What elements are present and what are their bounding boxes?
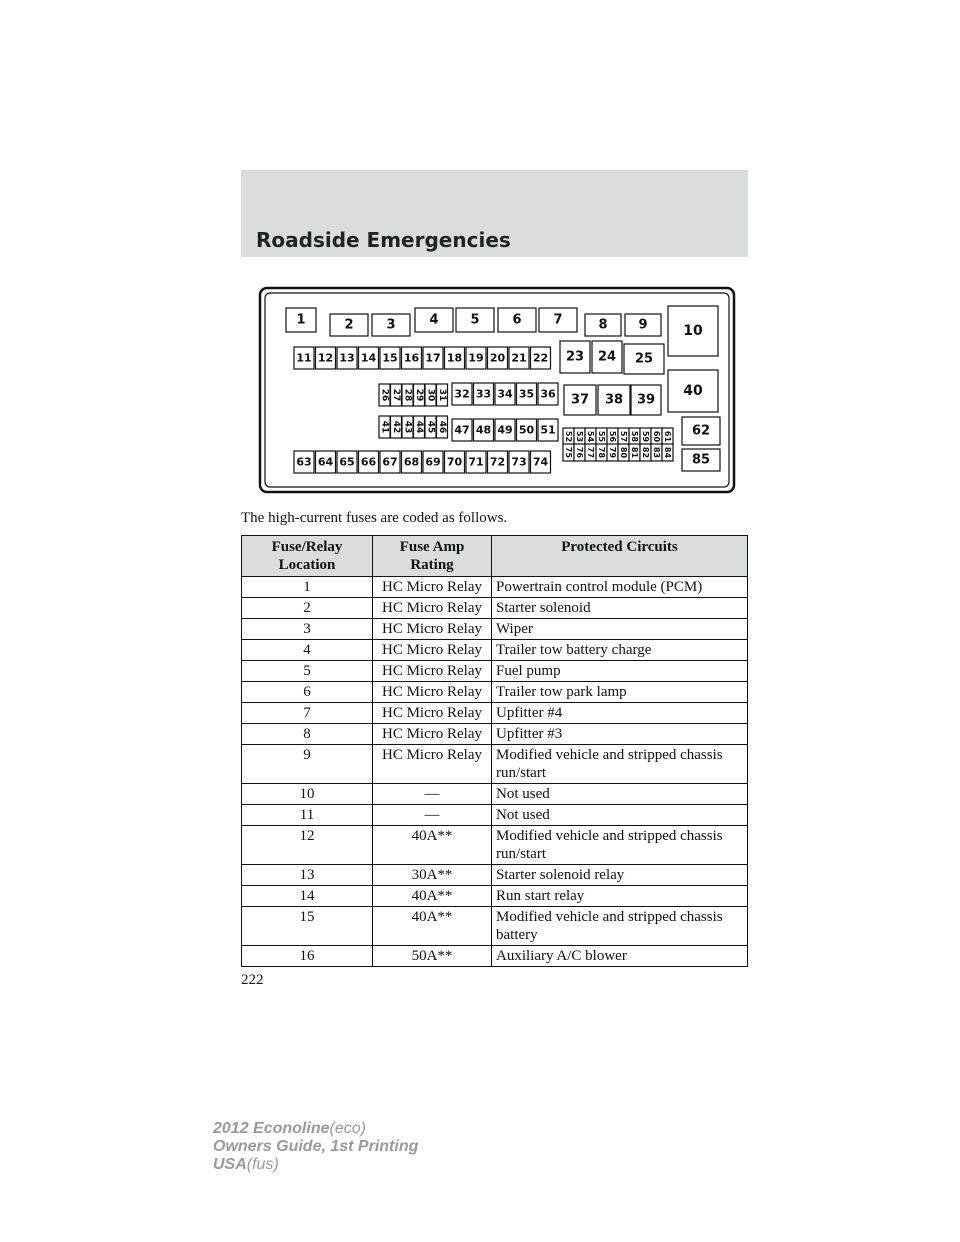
fuse-label: 49	[497, 423, 513, 437]
fuse-label: 43	[402, 420, 413, 434]
header-rating: Fuse Amp Rating	[373, 536, 492, 577]
fuse-slot	[598, 385, 630, 415]
cell-circuits: Modified vehicle and stripped chassis battery	[492, 907, 748, 946]
fuse-label: 22	[532, 351, 549, 365]
fuse-label: 85	[691, 452, 711, 468]
fuse-label: 45	[425, 420, 436, 434]
fuse-slot	[294, 347, 314, 369]
fuse-label: 2	[344, 317, 354, 333]
fuse-slot	[316, 451, 336, 473]
fuse-label: 76	[575, 446, 584, 459]
table-row	[242, 682, 748, 703]
fuse-label: 18	[446, 351, 463, 365]
cell-circuits: Fuel pump	[492, 661, 748, 682]
cell-rating: HC Micro Relay	[373, 703, 492, 724]
fuse-slot	[456, 308, 494, 332]
cell-circuits: Trailer tow park lamp	[492, 682, 748, 703]
fuse-slot	[662, 444, 673, 461]
fuse-label: 68	[403, 455, 420, 469]
fuse-slot	[607, 428, 618, 445]
footer-model: 2012 Econoline	[213, 1120, 330, 1137]
fuse-slot	[359, 451, 379, 473]
fuse-label: 63	[296, 455, 312, 469]
table-row	[242, 724, 748, 745]
fuse-slot	[640, 444, 651, 461]
fuse-slot	[452, 383, 472, 405]
cell-rating: 40A**	[373, 886, 492, 907]
fuse-slot	[423, 451, 443, 473]
table-row	[242, 703, 748, 724]
fuse-slot	[574, 444, 585, 461]
fuse-table	[241, 535, 748, 967]
caption: The high-current fuses are coded as follows.	[241, 510, 508, 526]
fuse-label: 50	[518, 423, 535, 437]
fuse-slot	[618, 444, 629, 461]
fuse-slot	[466, 451, 486, 473]
fuse-label: 24	[597, 349, 617, 365]
fuse-label: 12	[317, 351, 334, 365]
fuse-label: 10	[683, 323, 703, 339]
fuse-label: 42	[391, 420, 401, 434]
fuse-slot	[488, 451, 508, 473]
fuse-label: 47	[454, 423, 470, 437]
table-row	[242, 784, 748, 805]
fuse-label: 37	[570, 392, 590, 408]
cell-rating: HC Micro Relay	[373, 577, 492, 598]
cell-rating: HC Micro Relay	[373, 661, 492, 682]
cell-location: 11	[242, 805, 373, 826]
fuse-slot	[625, 314, 661, 336]
fuse-slot	[445, 347, 465, 369]
fuse-slot	[294, 451, 314, 473]
table-row	[242, 865, 748, 886]
fuse-label: 1	[296, 312, 306, 328]
fuse-slot	[631, 385, 661, 415]
cell-location: 1	[242, 577, 373, 598]
cell-circuits: Modified vehicle and stripped chassis run/start	[492, 745, 748, 784]
fuse-slot	[415, 308, 453, 332]
fuse-slot	[474, 419, 494, 441]
fuse-slot	[682, 417, 720, 445]
cell-circuits: Powertrain control module (PCM)	[492, 577, 748, 598]
fuse-label: 62	[691, 423, 711, 439]
fuse-label: 53	[575, 430, 584, 443]
cell-rating: HC Micro Relay	[373, 640, 492, 661]
fuse-slot	[564, 385, 596, 415]
fuse-slot	[391, 384, 402, 406]
cell-location: 2	[242, 598, 373, 619]
fuse-slot	[330, 314, 368, 336]
fuse-slot	[437, 384, 448, 406]
cell-location: 16	[242, 946, 373, 967]
fuse-label: 78	[597, 446, 606, 459]
cell-location: 8	[242, 724, 373, 745]
table-row	[242, 661, 748, 682]
fuse-slot	[379, 384, 390, 406]
fuse-label: 59	[641, 430, 650, 443]
fuse-label: 11	[296, 351, 312, 365]
fuse-slot	[380, 347, 400, 369]
footer-guide: Owners Guide, 1st Printing	[213, 1138, 419, 1155]
fuse-slot	[574, 428, 585, 445]
fuse-slot	[596, 444, 607, 461]
fuse-slot	[425, 384, 436, 406]
fuse-label: 66	[360, 455, 377, 469]
fuse-label: 33	[475, 387, 492, 401]
fuse-label: 7	[553, 312, 563, 328]
fuse-label: 73	[511, 455, 527, 469]
fuse-label: 26	[379, 388, 390, 402]
cell-circuits: Auxiliary A/C blower	[492, 946, 748, 967]
cell-location: 6	[242, 682, 373, 703]
fuse-label: 38	[604, 392, 624, 408]
fuse-label: 75	[564, 446, 573, 459]
fuse-slot	[618, 428, 629, 445]
cell-circuits: Trailer tow battery charge	[492, 640, 748, 661]
fuse-label: 16	[403, 351, 420, 365]
table-row	[242, 619, 748, 640]
fuse-slot	[445, 451, 465, 473]
fuse-slot	[372, 314, 410, 336]
fuse-label: 14	[360, 351, 377, 365]
fuse-label: 65	[339, 455, 355, 469]
fuse-slot	[423, 347, 443, 369]
fuse-label: 69	[425, 455, 441, 469]
fuse-slot	[563, 428, 574, 445]
fuse-slot	[380, 451, 400, 473]
fuse-label: 27	[391, 388, 401, 402]
fuse-slot	[624, 344, 664, 374]
fuse-label: 48	[475, 423, 492, 437]
fuse-slot	[402, 451, 422, 473]
fuse-label: 17	[425, 351, 441, 365]
cell-circuits: Starter solenoid relay	[492, 865, 748, 886]
fuse-label: 21	[511, 351, 527, 365]
fuse-slot	[629, 444, 640, 461]
cell-rating: —	[373, 784, 492, 805]
fuse-label: 39	[636, 392, 656, 408]
fuse-label: 31	[437, 388, 447, 402]
cell-location: 10	[242, 784, 373, 805]
fuse-label: 58	[630, 430, 639, 443]
cell-rating: 40A**	[373, 907, 492, 946]
fuse-slot	[607, 444, 618, 461]
fuse-slot	[286, 308, 316, 332]
table-row	[242, 907, 748, 946]
fuse-label: 72	[489, 455, 506, 469]
fuse-slot	[596, 428, 607, 445]
cell-location: 3	[242, 619, 373, 640]
fuse-label: 64	[317, 455, 334, 469]
fuse-label: 29	[414, 388, 424, 402]
cell-rating: 40A**	[373, 826, 492, 865]
fuse-slot	[488, 347, 508, 369]
cell-rating: HC Micro Relay	[373, 724, 492, 745]
fuse-label: 79	[608, 446, 617, 459]
fuse-slot	[668, 306, 718, 356]
table-row	[242, 598, 748, 619]
cell-rating: HC Micro Relay	[373, 745, 492, 784]
fuse-label: 55	[597, 430, 606, 443]
fuse-label: 6	[512, 312, 522, 328]
fuse-label: 74	[532, 455, 549, 469]
fuse-slot	[668, 370, 718, 412]
fuse-slot	[509, 347, 529, 369]
table-row	[242, 946, 748, 967]
fuse-slot	[539, 308, 577, 332]
footer	[213, 1120, 418, 1174]
fuse-slot	[592, 341, 622, 373]
fuse-slot	[495, 383, 515, 405]
fuse-label: 83	[652, 446, 661, 459]
table-row	[242, 640, 748, 661]
fuse-slot	[452, 419, 472, 441]
fuse-slot	[391, 416, 402, 438]
fuse-label: 51	[540, 423, 556, 437]
cell-rating: HC Micro Relay	[373, 619, 492, 640]
fuse-label: 52	[564, 430, 573, 443]
cell-circuits: Not used	[492, 805, 748, 826]
fuse-label: 23	[565, 349, 585, 365]
fuse-slot	[495, 419, 515, 441]
fuse-label: 46	[437, 420, 447, 434]
header-circuits: Protected Circuits	[492, 536, 748, 577]
fuse-slot	[560, 341, 590, 373]
fuse-label: 30	[425, 388, 436, 402]
fuse-slot	[651, 444, 662, 461]
fuse-label: 60	[652, 430, 661, 443]
fuse-slot	[538, 383, 558, 405]
fuse-label: 28	[402, 388, 413, 402]
fuse-slot	[585, 314, 621, 336]
table-row	[242, 745, 748, 784]
cell-circuits: Run start relay	[492, 886, 748, 907]
fuse-slot	[629, 428, 640, 445]
fuse-slot	[402, 416, 413, 438]
fuse-slot	[517, 419, 537, 441]
footer-region-code: (fus)	[246, 1156, 279, 1173]
fuse-label: 5	[470, 312, 480, 328]
fuse-label: 34	[497, 387, 513, 401]
fuse-label: 77	[586, 446, 595, 459]
fuse-label: 20	[489, 351, 506, 365]
cell-rating: 50A**	[373, 946, 492, 967]
cell-location: 9	[242, 745, 373, 784]
fuse-slot	[379, 416, 390, 438]
fuse-label: 32	[454, 387, 470, 401]
fuse-slot	[640, 428, 651, 445]
fuse-label: 13	[339, 351, 355, 365]
fuse-slot	[538, 419, 558, 441]
fuse-label: 81	[630, 446, 639, 459]
fuse-slot	[651, 428, 662, 445]
cell-rating: HC Micro Relay	[373, 598, 492, 619]
cell-location: 15	[242, 907, 373, 946]
fuse-slot	[437, 416, 448, 438]
fuse-label: 67	[382, 455, 398, 469]
cell-circuits: Upfitter #3	[492, 724, 748, 745]
table-row	[242, 577, 748, 598]
fuse-slot	[425, 416, 436, 438]
section-header	[241, 170, 748, 257]
header-location: Fuse/Relay Location	[242, 536, 373, 577]
cell-rating: 30A**	[373, 865, 492, 886]
footer-model-code: (eco)	[329, 1120, 366, 1137]
table-row	[242, 826, 748, 865]
fuse-slot	[466, 347, 486, 369]
fuse-label: 70	[446, 455, 463, 469]
fuse-label: 8	[598, 317, 608, 333]
fuse-label: 19	[468, 351, 484, 365]
fuse-slot	[498, 308, 536, 332]
fuse-slot	[474, 383, 494, 405]
fuse-slot	[585, 428, 596, 445]
fuse-slot	[531, 451, 551, 473]
fuse-label: 57	[619, 430, 628, 443]
fuse-label: 56	[608, 430, 617, 443]
cell-circuits: Not used	[492, 784, 748, 805]
fuse-slot	[662, 428, 673, 445]
fuse-slot	[563, 444, 574, 461]
fuse-label: 54	[586, 430, 595, 443]
fuse-label: 40	[683, 383, 703, 399]
table-header-row	[242, 536, 748, 577]
fuse-box-diagram	[258, 286, 736, 494]
cell-location: 4	[242, 640, 373, 661]
fuse-slot	[402, 347, 422, 369]
cell-rating: HC Micro Relay	[373, 682, 492, 703]
fuse-slot	[509, 451, 529, 473]
fuse-slot	[402, 384, 413, 406]
fuse-label: 35	[518, 387, 535, 401]
cell-circuits: Modified vehicle and stripped chassis run/start	[492, 826, 748, 865]
cell-location: 7	[242, 703, 373, 724]
footer-region: USA	[213, 1156, 247, 1173]
fuse-label: 3	[386, 317, 396, 333]
fuse-slot	[682, 449, 720, 471]
fuse-label: 61	[663, 430, 672, 443]
page-number: 222	[241, 972, 264, 988]
fuse-layer	[286, 306, 720, 473]
fuse-label: 9	[638, 317, 648, 333]
cell-circuits: Wiper	[492, 619, 748, 640]
cell-circuits: Starter solenoid	[492, 598, 748, 619]
fuse-label: 82	[641, 446, 650, 459]
cell-location: 12	[242, 826, 373, 865]
fuse-slot	[359, 347, 379, 369]
fuse-slot	[414, 416, 425, 438]
cell-location: 14	[242, 886, 373, 907]
fuse-label: 25	[634, 351, 654, 367]
fuse-slot	[517, 383, 537, 405]
fuse-label: 80	[619, 446, 628, 459]
table-row	[242, 805, 748, 826]
fuse-label: 4	[429, 312, 439, 328]
fuse-slot	[316, 347, 336, 369]
fuse-label: 84	[663, 446, 672, 459]
fuse-slot	[337, 347, 357, 369]
fuse-slot	[414, 384, 425, 406]
fuse-label: 15	[382, 351, 398, 365]
cell-location: 5	[242, 661, 373, 682]
table-row	[242, 886, 748, 907]
fuse-label: 71	[468, 455, 484, 469]
fuse-slot	[585, 444, 596, 461]
fuse-label: 41	[379, 420, 390, 434]
fuse-label: 44	[414, 420, 424, 434]
cell-circuits: Upfitter #4	[492, 703, 748, 724]
fuse-slot	[337, 451, 357, 473]
section-title: Roadside Emergencies	[256, 228, 511, 252]
cell-location: 13	[242, 865, 373, 886]
cell-rating: —	[373, 805, 492, 826]
fuse-slot	[531, 347, 551, 369]
fuse-label: 36	[540, 387, 556, 401]
